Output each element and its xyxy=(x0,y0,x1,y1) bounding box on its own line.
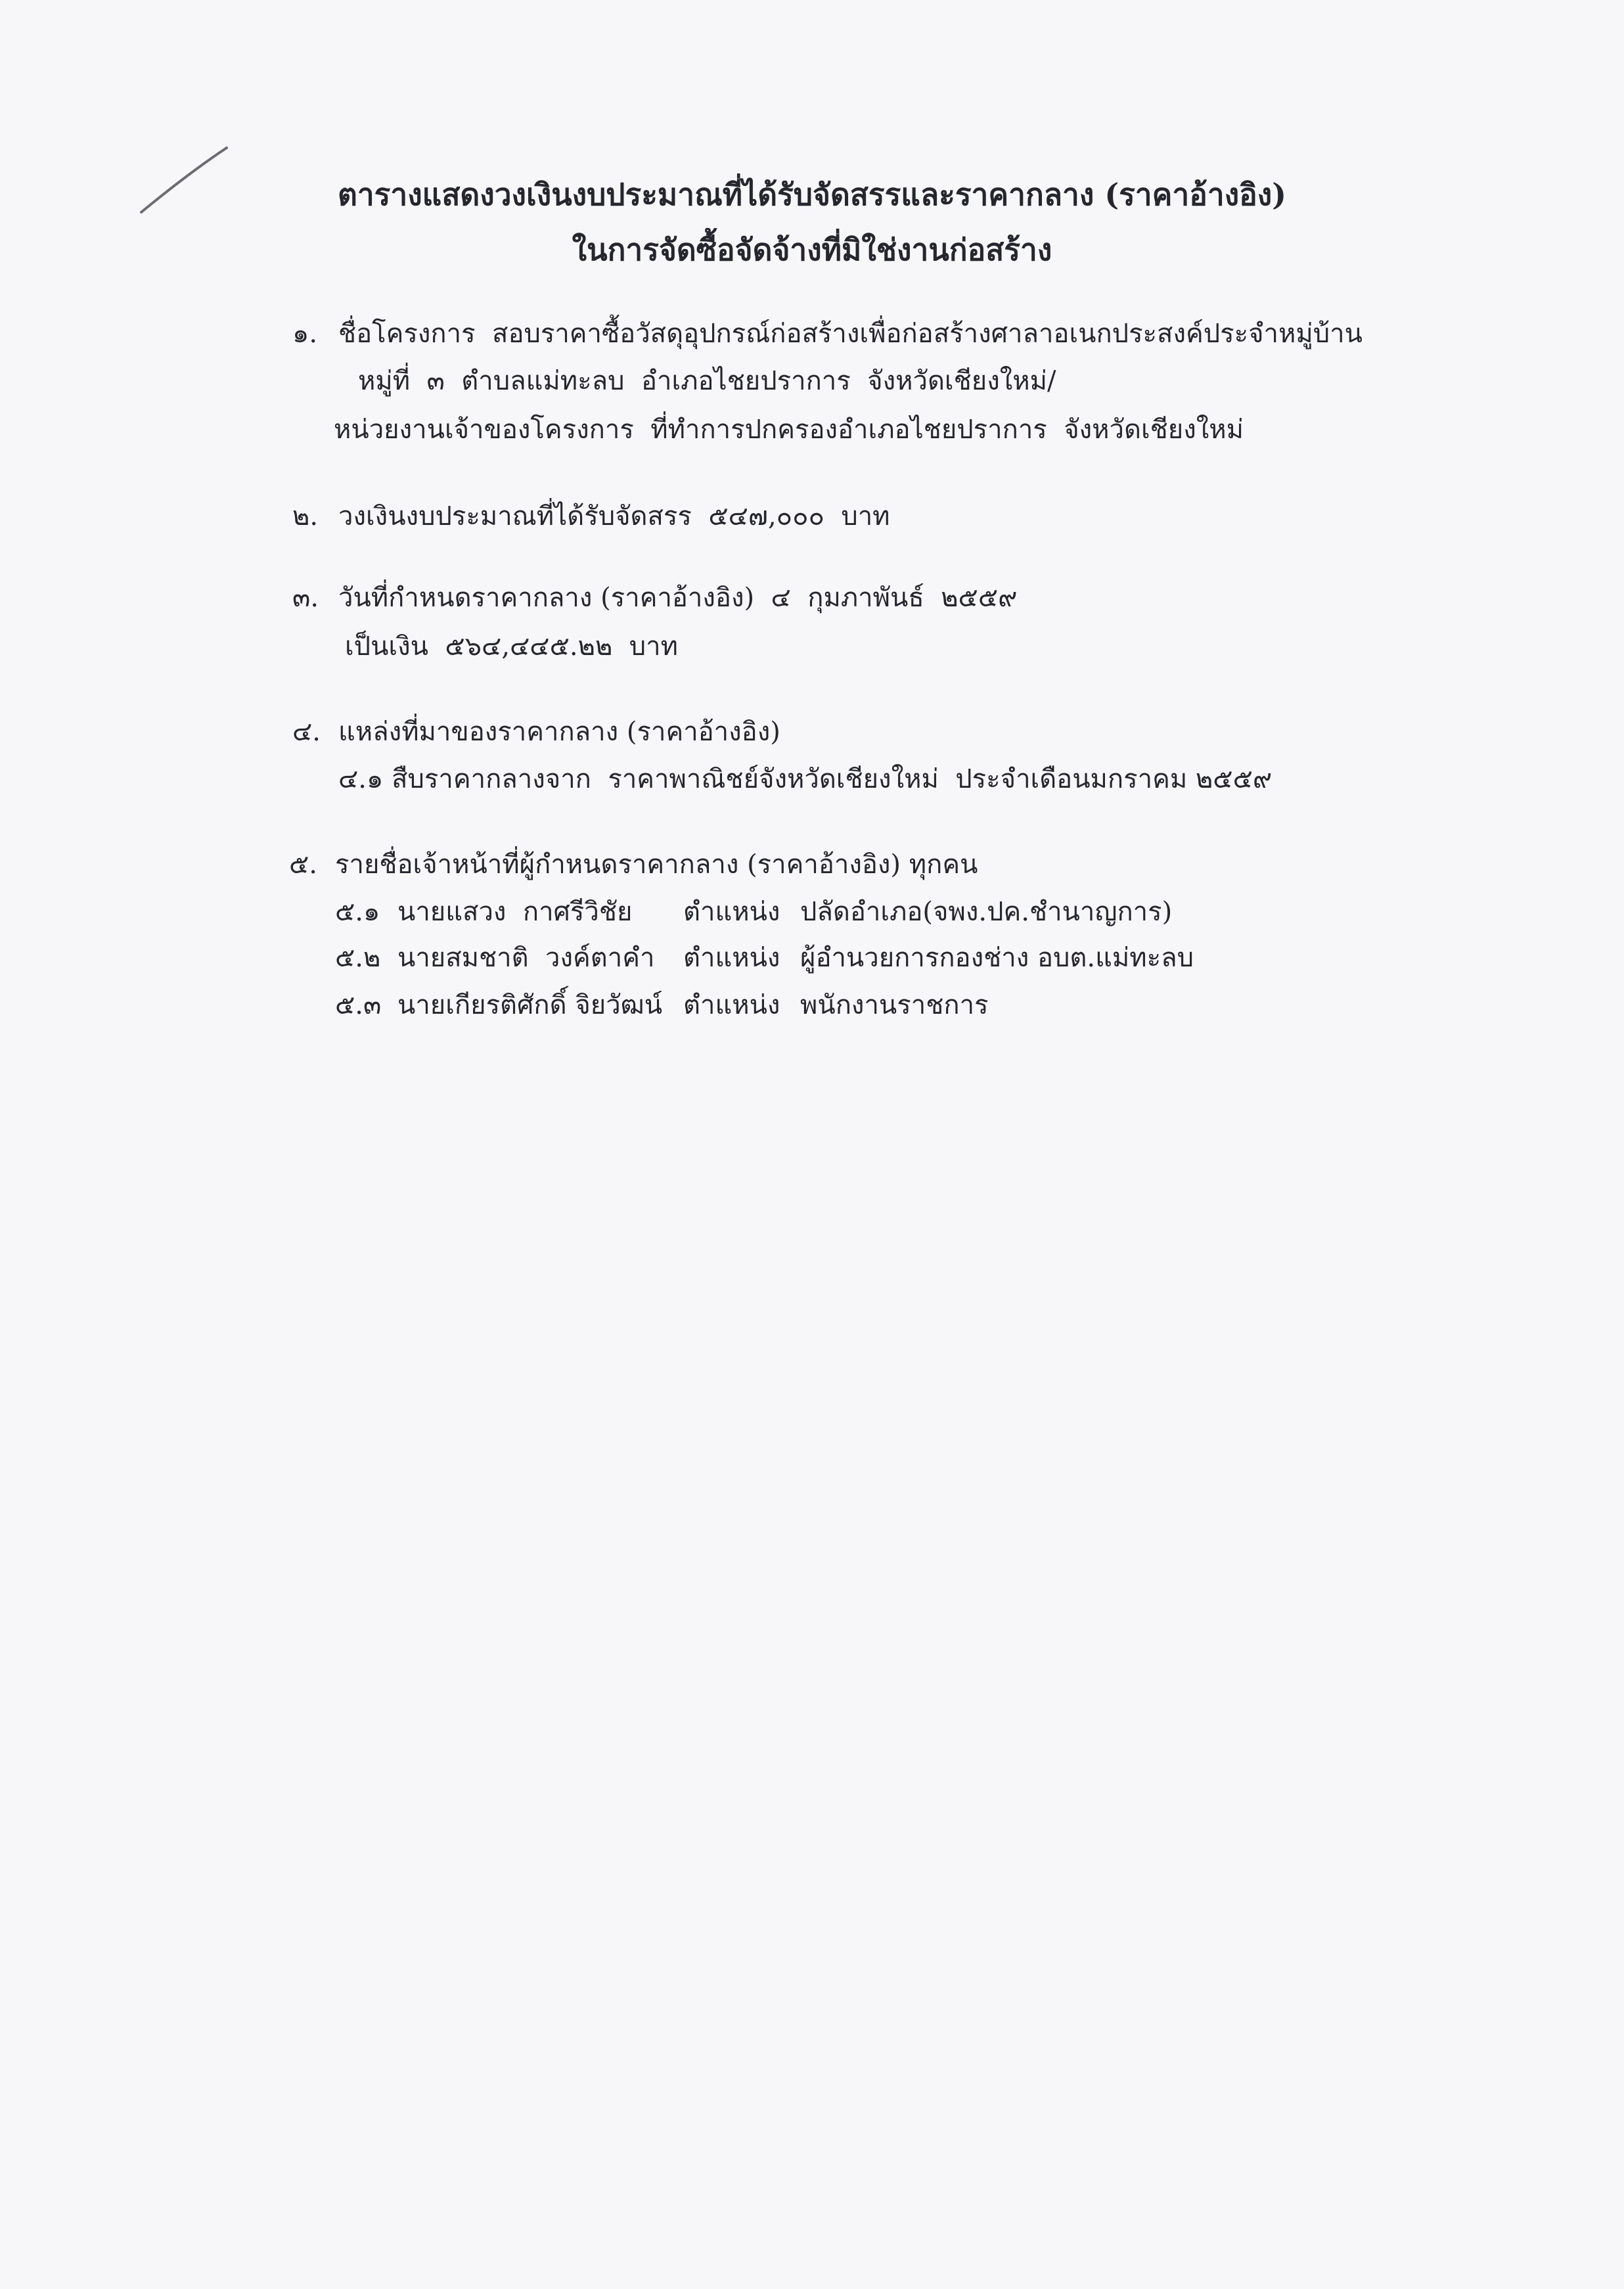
section-5-item-2-label: ตำแหน่ง xyxy=(683,943,780,973)
section-5-item-3-name: นายเกียรติศักดิ์ จิยวัฒน์ xyxy=(397,990,663,1020)
section-3-number: ๓. xyxy=(292,583,319,613)
section-4-source-detail: ๔.๑ สืบราคากลางจาก ราคาพาณิชย์จังหวัดเชียงใหม่ ประจำเดือนมกราคม ๒๕๕๙ xyxy=(338,764,1273,794)
section-5-heading: รายชื่อเจ้าหน้าที่ผู้กำหนดราคากลาง (ราคาอ้างอิง) ทุกคน xyxy=(335,850,978,880)
section-5-item-3-position: พนักงานราชการ xyxy=(800,990,989,1020)
section-2-budget: วงเงินงบประมาณที่ได้รับจัดสรร ๕๔๗,๐๐๐ บาท xyxy=(338,501,890,532)
document-title-line-1: ตารางแสดงวงเงินงบประมาณที่ได้รับจัดสรรและราคากลาง (ราคาอ้างอิง) xyxy=(337,177,1287,212)
section-5-item-2-name: นายสมชาติ วงค์ตาคำ xyxy=(397,943,655,973)
section-1-project-name: ชื่อโครงการ สอบราคาซื้อวัสดุอุปกรณ์ก่อสร้างเพื่อก่อสร้างศาลาอเนกประสงค์ประจำหมู่บ้าน xyxy=(338,319,1363,349)
section-3-amount: เป็นเงิน ๕๖๔,๔๔๕.๒๒ บาท xyxy=(345,631,678,662)
section-5-number: ๕. xyxy=(289,850,317,880)
section-3-reference-date: วันที่กำหนดราคากลาง (ราคาอ้างอิง) ๔ กุมภาพันธ์ ๒๕๕๙ xyxy=(338,583,1018,613)
section-1-project-location: หมู่ที่ ๓ ตำบลแม่ทะลบ อำเภอไชยปราการ จังหวัดเชียงใหม่/ xyxy=(358,366,1056,396)
section-5-item-1-position: ปลัดอำเภอ(จพง.ปค.ชำนาญการ) xyxy=(800,897,1173,927)
document-title-line-2: ในการจัดซื้อจัดจ้างที่มิใช่งานก่อสร้าง xyxy=(572,232,1052,267)
section-5-item-2-number: ๕.๒ xyxy=(335,943,381,973)
section-5-item-1-label: ตำแหน่ง xyxy=(683,897,780,927)
section-1-number: ๑. xyxy=(292,319,318,349)
section-1-owner-unit: หน่วยงานเจ้าของโครงการ ที่ทำการปกครองอำเภอไชยปราการ จังหวัดเชียงใหม่ xyxy=(334,415,1244,445)
section-4-number: ๔. xyxy=(292,717,321,747)
section-2-number: ๒. xyxy=(292,501,319,532)
section-5-item-1-number: ๕.๑ xyxy=(335,897,380,927)
section-5-item-2-position: ผู้อำนวยการกองช่าง อบต.แม่ทะลบ xyxy=(800,943,1194,973)
section-4-source-heading: แหล่งที่มาของราคากลาง (ราคาอ้างอิง) xyxy=(338,717,780,747)
section-5-item-1-name: นายแสวง กาศรีวิชัย xyxy=(397,897,633,927)
section-5-item-3-number: ๕.๓ xyxy=(335,990,382,1020)
section-5-item-3-label: ตำแหน่ง xyxy=(683,990,780,1020)
